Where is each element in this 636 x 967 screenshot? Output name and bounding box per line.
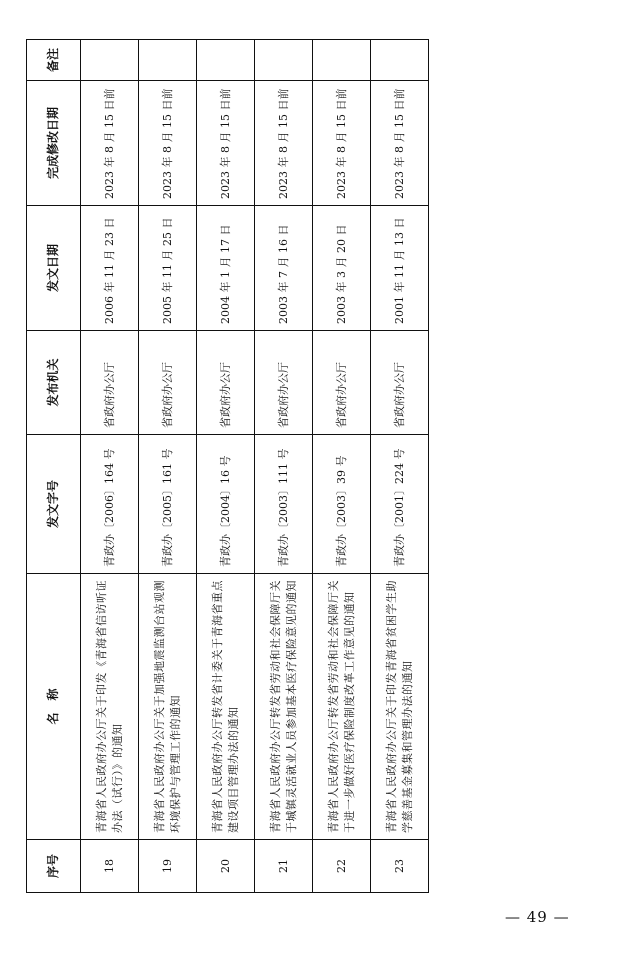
cell-remark [139,40,197,81]
rotated-table-wrapper [26,40,424,893]
table-row [313,40,371,893]
cell-due-date: 2023 年 8 月 15 日前 [139,81,197,206]
cell-seq: 22 [313,840,371,893]
header-issuer: 发布机关 [27,331,81,435]
cell-doc-no: 青政办〔2003〕111 号 [255,435,313,574]
cell-issuer: 省政府办公厅 [371,331,429,435]
cell-doc-no: 青政办〔2005〕161 号 [139,435,197,574]
cell-issue-date: 2001 年 11 月 13 日 [371,206,429,331]
cell-seq: 18 [81,840,139,893]
cell-issuer: 省政府办公厅 [81,331,139,435]
cell-issue-date: 2003 年 3 月 20 日 [313,206,371,331]
cell-seq: 20 [197,840,255,893]
cell-name: 青海省人民政府办公厅关于印发青海省贫困学生助学慈善基金募集和管理办法的通知 [371,574,429,840]
cell-due-date: 2023 年 8 月 15 日前 [371,81,429,206]
header-doc-no: 发文字号 [27,435,81,574]
table-row [81,40,139,893]
cell-issuer: 省政府办公厅 [139,331,197,435]
header-name: 名 称 [27,574,81,840]
cell-name: 青海省人民政府办公厅关于印发《青海省信访听证办法（试行）》的通知 [81,574,139,840]
cell-doc-no: 青政办〔2001〕224 号 [371,435,429,574]
table-row [255,40,313,893]
cell-due-date: 2023 年 8 月 15 日前 [313,81,371,206]
cell-name: 青海省人民政府办公厅转发省劳动和社会保障厅关于城镇灵活就业人员参加基本医疗保险意见的通知 [255,574,313,840]
table-header-row [27,40,81,893]
cell-issue-date: 2003 年 7 月 16 日 [255,206,313,331]
cell-remark [313,40,371,81]
cell-issuer: 省政府办公厅 [255,331,313,435]
header-due-date: 完成修改日期 [27,81,81,206]
cell-seq: 23 [371,840,429,893]
cell-issue-date: 2004 年 1 月 17 日 [197,206,255,331]
cell-seq: 21 [255,840,313,893]
cell-remark [371,40,429,81]
header-seq: 序号 [27,840,81,893]
table-row [139,40,197,893]
cell-name: 青海省人民政府办公厅关于加强地震监测台站观测环境保护与管理工作的通知 [139,574,197,840]
header-remark: 备注 [27,40,81,81]
cell-due-date: 2023 年 8 月 15 日前 [81,81,139,206]
cell-issue-date: 2005 年 11 月 25 日 [139,206,197,331]
cell-issue-date: 2006 年 11 月 23 日 [81,206,139,331]
cell-issuer: 省政府办公厅 [313,331,371,435]
cell-issuer: 省政府办公厅 [197,331,255,435]
document-list-table [26,39,429,893]
page-number: — 49 — [505,908,570,926]
cell-name: 青海省人民政府办公厅转发省计委关于青海省重点建设项目管理办法的通知 [197,574,255,840]
table-row [371,40,429,893]
cell-doc-no: 青政办〔2004〕16 号 [197,435,255,574]
cell-doc-no: 青政办〔2006〕164 号 [81,435,139,574]
cell-name: 青海省人民政府办公厅转发省劳动和社会保障厅关于进一步做好医疗保险制度改革工作意见的通知 [313,574,371,840]
header-issue-date: 发文日期 [27,206,81,331]
table-row [197,40,255,893]
cell-remark [197,40,255,81]
cell-due-date: 2023 年 8 月 15 日前 [197,81,255,206]
cell-seq: 19 [139,840,197,893]
cell-remark [81,40,139,81]
cell-due-date: 2023 年 8 月 15 日前 [255,81,313,206]
cell-doc-no: 青政办〔2003〕39 号 [313,435,371,574]
cell-remark [255,40,313,81]
